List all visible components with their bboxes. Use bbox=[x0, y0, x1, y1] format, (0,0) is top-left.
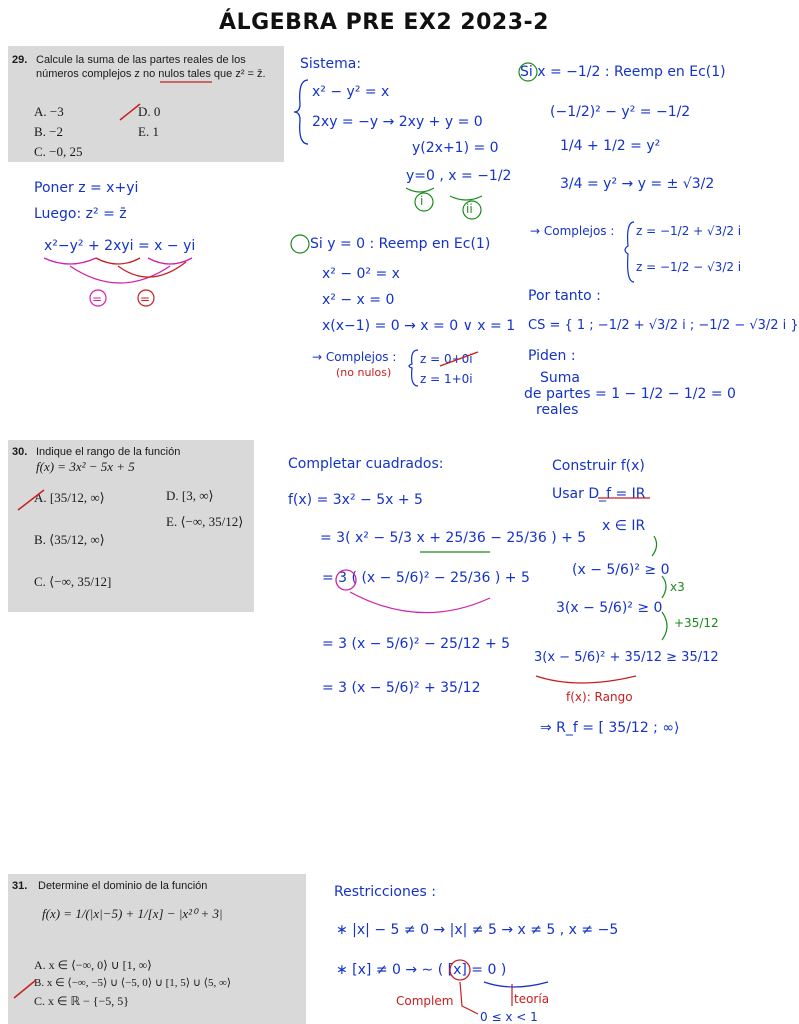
handwritten-line: x²−y² + 2xyi = x − yi bbox=[44, 238, 196, 254]
option-a: A. −3 bbox=[34, 104, 64, 119]
question-29-box bbox=[8, 46, 284, 162]
handwritten-line: x² − 0² = x bbox=[322, 266, 400, 282]
handwritten-line: → Complejos : bbox=[530, 224, 615, 238]
handwritten-line: f(x) = 3x² − 5x + 5 bbox=[288, 492, 423, 508]
annotation: teoría bbox=[514, 992, 550, 1006]
annotation: +35/12 bbox=[674, 616, 719, 630]
handwritten-line: x² − x = 0 bbox=[322, 292, 395, 308]
option-c: C. ⟨−∞, 35/12] bbox=[34, 574, 112, 589]
question-number: 29. bbox=[12, 54, 28, 66]
handwritten-line: 3(x − 5/6)² ≥ 0 bbox=[556, 600, 663, 616]
case-circle bbox=[291, 235, 309, 253]
handwritten-line: Usar D_f = IR bbox=[552, 486, 646, 502]
handwritten-line: 0 ≤ x < 1 bbox=[480, 1010, 538, 1024]
handwritten-line: Si x = −1/2 : Reemp en Ec(1) bbox=[520, 64, 726, 80]
handwritten-line: 1/4 + 1/2 = y² bbox=[560, 138, 661, 154]
handwritten-line: ∗ |x| − 5 ≠ 0 → |x| ≠ 5 → x ≠ 5 , x ≠ −5 bbox=[336, 922, 619, 938]
brace bbox=[409, 350, 418, 386]
handwritten-line: y(2x+1) = 0 bbox=[412, 140, 499, 156]
brace bbox=[484, 982, 548, 987]
question-text: Indique el rango de la función bbox=[36, 446, 181, 458]
handwritten-line: z = 0+0i bbox=[420, 352, 473, 366]
handwritten-line: y=0 , x = −1/2 bbox=[406, 168, 512, 184]
option-c: C. x ∈ ℝ − {−5, 5} bbox=[34, 994, 130, 1008]
handwritten-line: Completar cuadrados: bbox=[288, 456, 444, 472]
handwritten-line: Poner z = x+yi bbox=[34, 180, 139, 196]
handwritten-line: Luego: z² = z̄ bbox=[34, 206, 127, 222]
handwritten-line: x(x−1) = 0 → x = 0 ∨ x = 1 bbox=[322, 318, 516, 334]
handwritten-line: z = −1/2 + √3/2 i bbox=[636, 224, 742, 238]
handwritten-line: Piden : bbox=[528, 348, 576, 364]
handwritten-line: ∗ [x] ≠ 0 → ∼ ( [x] = 0 ) bbox=[336, 962, 507, 978]
brace bbox=[450, 196, 482, 200]
option-a: A. [35/12, ∞⟩ bbox=[34, 490, 105, 505]
handwritten-line: x ∈ IR bbox=[602, 518, 646, 534]
handwritten-line: 3/4 = y² → y = ± √3/2 bbox=[560, 176, 715, 192]
handwritten-line: Si y = 0 : Reemp en Ec(1) bbox=[310, 236, 491, 252]
option-e: E. 1 bbox=[138, 124, 159, 139]
brace bbox=[96, 258, 140, 264]
question-formula: f(x) = 3x² − 5x + 5 bbox=[36, 459, 135, 474]
brace bbox=[44, 258, 96, 264]
handwritten-line: = 3 (x − 5/6)² + 35/12 bbox=[322, 680, 481, 696]
annotation: (no nulos) bbox=[336, 366, 392, 379]
annotation: x3 bbox=[670, 580, 685, 594]
brace bbox=[148, 258, 192, 264]
flow-arrow bbox=[652, 536, 657, 556]
option-e: E. ⟨−∞, 35/12⟩ bbox=[166, 514, 244, 529]
handwritten-line: z = 1+0i bbox=[420, 372, 473, 386]
handwritten-line: Sistema: bbox=[300, 56, 362, 72]
question-number: 31. bbox=[12, 880, 28, 892]
equal-marker: = bbox=[92, 292, 103, 306]
question-number: 30. bbox=[12, 446, 28, 458]
option-b: B. ⟨35/12, ∞⟩ bbox=[34, 532, 105, 547]
flow-arrow bbox=[662, 612, 667, 640]
connector-arrow bbox=[350, 592, 490, 613]
case-circle bbox=[415, 193, 433, 211]
handwritten-line: → Complejos : bbox=[312, 350, 397, 364]
handwritten-line: 3(x − 5/6)² + 35/12 ≥ 35/12 bbox=[534, 650, 719, 665]
connector-arrow bbox=[70, 266, 170, 283]
handwritten-line: Suma bbox=[540, 370, 580, 386]
handwritten-line: 2xy = −y → 2xy + y = 0 bbox=[312, 114, 483, 130]
brace bbox=[625, 222, 634, 282]
flow-arrow bbox=[662, 576, 666, 598]
case-label: i bbox=[420, 194, 424, 208]
handwritten-line: Restricciones : bbox=[334, 884, 436, 900]
brace bbox=[294, 80, 308, 144]
option-b: B. x ∈ ⟨−∞, −5⟩ ∪ ⟨−5, 0⟩ ∪ [1, 5⟩ ∪ ⟨5, ∞⟩ bbox=[34, 977, 232, 989]
handwritten-line: (−1/2)² − y² = −1/2 bbox=[550, 104, 691, 120]
option-c: C. −0, 25 bbox=[34, 144, 83, 159]
handwritten-line: = 3 ( (x − 5/6)² − 25/36 ) + 5 bbox=[322, 570, 530, 586]
case-label: ii bbox=[466, 202, 473, 216]
handwritten-line: ⇒ R_f = [ 35/12 ; ∞⟩ bbox=[540, 720, 680, 736]
handwritten-line: reales bbox=[536, 402, 579, 418]
question-text: números complejos z no nulos tales que z² = z̄. bbox=[36, 68, 266, 80]
brace bbox=[536, 676, 636, 683]
option-d: D. [3, ∞⟩ bbox=[166, 488, 214, 503]
option-b: B. −2 bbox=[34, 124, 64, 139]
question-text: Determine el dominio de la función bbox=[38, 880, 208, 892]
connector-arrow bbox=[460, 982, 478, 1014]
handwritten-line: de partes = 1 − 1/2 − 1/2 = 0 bbox=[524, 386, 736, 402]
option-a: A. x ∈ ⟨−∞, 0⟩ ∪ [1, ∞⟩ bbox=[34, 958, 152, 972]
handwritten-line: z = −1/2 − √3/2 i bbox=[636, 260, 742, 274]
question-formula: f(x) = 1/(|x|−5) + 1/[x] − |x²⁰ + 3| bbox=[42, 906, 223, 921]
handwritten-line: (x − 5/6)² ≥ 0 bbox=[572, 562, 670, 578]
page-title: ÁLGEBRA PRE EX2 2023-2 bbox=[219, 10, 549, 35]
annotation: f(x): Rango bbox=[566, 690, 633, 704]
handwritten-line: x² − y² = x bbox=[312, 84, 390, 100]
option-d: D. 0 bbox=[138, 104, 161, 119]
connector-arrow bbox=[118, 262, 186, 277]
handwritten-line: Por tanto : bbox=[528, 288, 601, 304]
question-31-box bbox=[8, 874, 306, 1024]
handwritten-line: Construir f(x) bbox=[552, 458, 645, 474]
equal-marker: = bbox=[140, 292, 151, 306]
question-text: Calcule la suma de las partes reales de los bbox=[36, 54, 246, 66]
handwritten-line: = 3( x² − 5/3 x + 25/36 − 25/36 ) + 5 bbox=[320, 530, 587, 546]
handwritten-line: = 3 (x − 5/6)² − 25/12 + 5 bbox=[322, 636, 511, 652]
handwritten-line: CS = { 1 ; −1/2 + √3/2 i ; −1/2 − √3/2 i } bbox=[528, 318, 799, 333]
brace bbox=[406, 188, 434, 192]
question-30-box bbox=[8, 440, 254, 612]
annotation: Complem bbox=[396, 994, 454, 1008]
